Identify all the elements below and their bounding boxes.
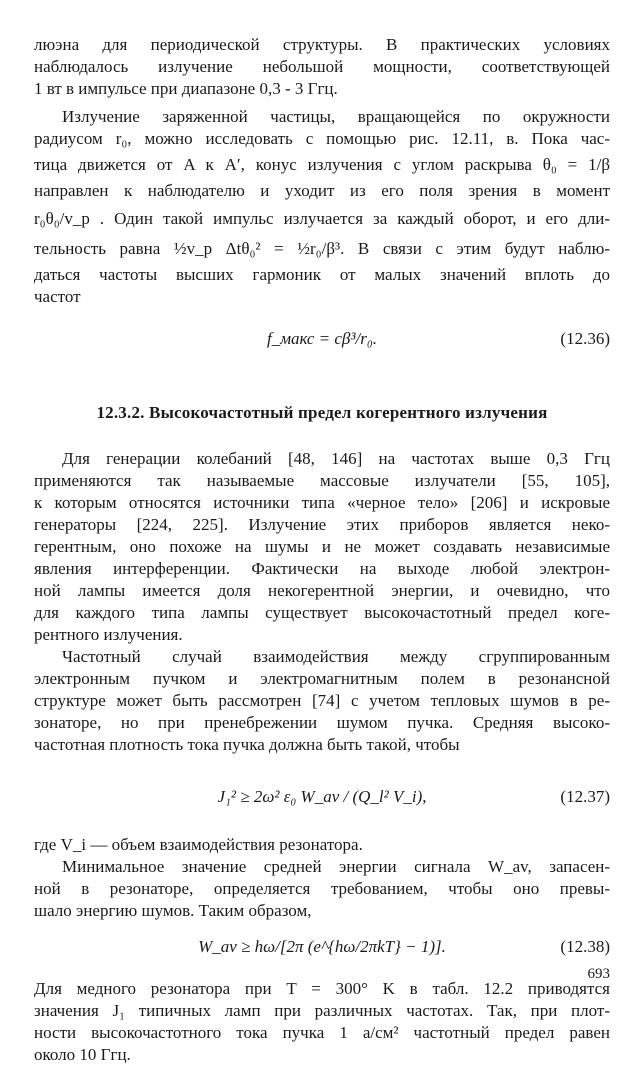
paragraph-intro [34,34,610,100]
text-line: Для медного резонатора при T = 300° K в табл. 12.2 приводятся [34,979,610,998]
text-line: направлен к наблюдателю и уходит из его поля зрения в момент [34,181,610,200]
equation-body: W_av ≥ hω/[2π (e^{hω/2πkT} − 1)]. [198,937,446,956]
paragraph-copper [34,978,610,1066]
equation-12-37 [34,760,610,830]
text-line: ности высокочастотного тока пучка 1 а/см² частотный предел равен [34,1023,610,1042]
text-line: применяются так называемые массовые излучатели [55, 105], [34,471,610,490]
paragraph-charge [34,106,610,308]
text-line: тельность равна ½v_p Δtθ₀² = ½r₀/β³. В связи с этим будут наблю- [34,239,610,258]
equation-12-36 [34,312,610,372]
text-line: 1 вт в импульсе при диапазоне 0,3 - 3 Ггц. [34,79,338,98]
text-line: зонаторе, но при пренебрежении шумом пучка. Средняя высоко- [34,713,610,732]
text-line: частотная плотность тока пучка должна быть такой, чтобы [34,735,460,754]
text-line: частот [34,287,81,306]
section-heading: 12.3.2. Высокочастотный предел когерентного излучения [96,403,548,422]
text-line: рентного излучения. [34,625,183,644]
text-line: люэна для периодической структуры. В практических условиях [34,35,610,54]
text-line: значения J₁ типичных ламп при различных частотах. Так, при плот- [34,1001,610,1020]
equation-number: (12.36) [560,329,610,348]
text-line: даться частоты высших гармоник от малых значений вплоть до [34,265,610,284]
text-line: генераторы [224, 225]. Излучение этих приборов является неко- [34,515,610,534]
text-line: около 10 Ггц. [34,1045,131,1064]
text-line: Минимальное значение средней энергии сигнала W_av, запасен- [62,857,610,876]
text-line: шало энергию шумов. Таким образом, [34,901,312,920]
text-line: Для генерации колебаний [48, 146] на частотах выше 0,3 Ггц [62,449,610,468]
equation-body: f_макс = cβ³/r₀. [266,329,377,348]
text-line: структуре может быть рассмотрен [74] с учетом тепловых шумов в ре- [34,691,610,710]
text-line: к которым относятся источники типа «черное тело» [206] и искровые [34,493,610,512]
equation-12-38 [34,926,610,974]
paragraph-interaction [34,646,610,756]
paragraph-generation [34,448,610,646]
text-line: явления интерференции. Фактически на выходе любой электрон- [34,559,610,578]
paragraph-minimal [34,856,610,922]
equation-number: (12.38) [560,937,610,956]
text-line: r₀θ₀/v_p . Один такой импульс излучается за каждый оборот, и его дли- [34,209,610,228]
text-line: Частотный случай взаимодействия между сгруппированным [62,647,610,666]
equation-body: J₁² ≥ 2ω² ε₀ W_av / (Q_l² V_i), [217,787,427,806]
page-body [34,34,610,1066]
text-line: тица движется от A к A′, конус излучения с углом раскрыва θ₀ = 1/β [34,155,610,174]
text-line: электронным пучком и электромагнитным полем в резонансной [34,669,610,688]
text-line: наблюдалось излучение небольшой мощности, соответствующей [34,57,610,76]
page-number: 693 [587,966,610,982]
text-line: Излучение заряженной частицы, вращающейся по окружности [62,107,610,126]
text-line: ной лампы имеется доля некогерентной энергии, и очевидно, что [34,581,610,600]
text-line: герентным, оно похоже на шумы и не может создавать независимые [34,537,610,556]
text-line: для каждого типа лампы существует высокочастотный предел коге- [34,603,610,622]
equation-number: (12.37) [560,787,610,806]
text-line: где V_i — объем взаимодействия резонатора. [34,835,363,854]
text-line: радиусом r₀, можно исследовать с помощью рис. 12.11, в. Пока час- [34,129,610,148]
text-line: ной в резонаторе, определяется требованием, чтобы оно превы- [34,879,610,898]
